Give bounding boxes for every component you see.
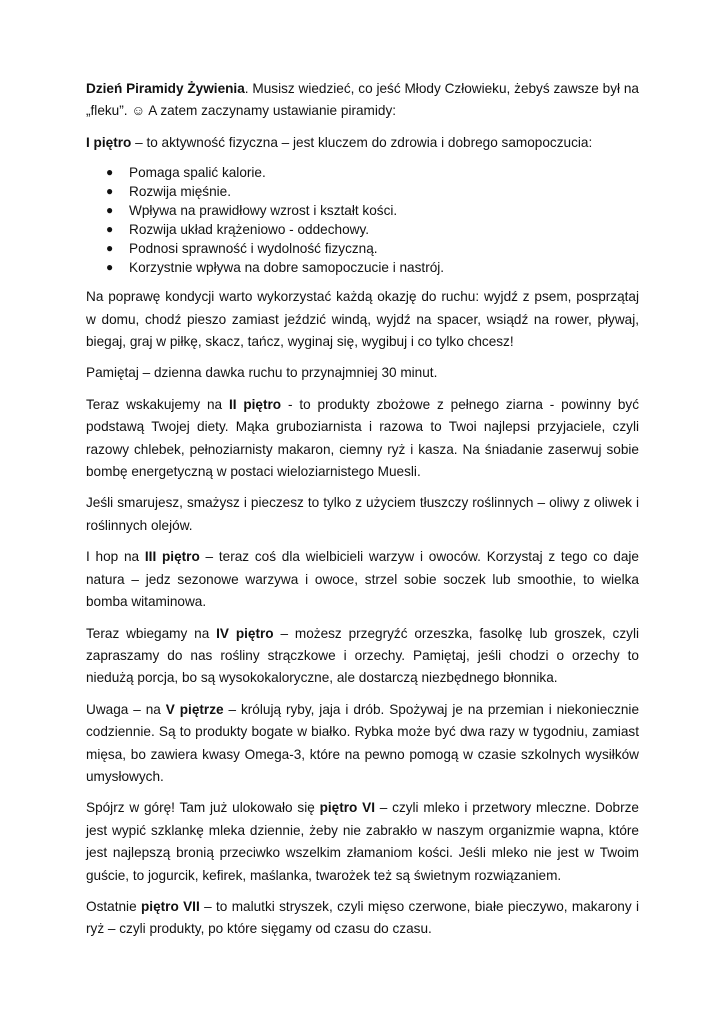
floor4-paragraph xyxy=(86,623,639,690)
floor1-text: – to aktywność fizyczna – jest kluczem do zdrowia i dobrego samopoczucia: xyxy=(131,134,593,150)
floor1-heading xyxy=(86,132,639,154)
floor7-intro: Ostatnie xyxy=(86,898,141,914)
floor2-label: II piętro xyxy=(228,396,282,412)
document-page xyxy=(86,78,639,950)
floor6-paragraph xyxy=(86,797,639,887)
floor4-intro: Teraz wbiegamy na xyxy=(86,625,217,641)
floor2-intro: Teraz wskakujemy na xyxy=(86,396,229,412)
floor3-intro: I hop na xyxy=(86,549,145,565)
floor6-label: piętro VI xyxy=(319,800,375,816)
floor7-text: – to malutki stryszek, czyli mięso czerwone, białe pieczywo, makarony i ryż – czyli produkty, po które sięgamy od czasu do czasu. xyxy=(86,898,639,937)
intro-text: . Musisz wiedzieć, co jeść Młody Człowieku, żebyś zawsze był na „fleku”. ☺ A zatem zaczynamy ustawianie piramidy: xyxy=(86,81,639,119)
list-item-text: Podnosi sprawność i wydolność fizyczną. xyxy=(129,241,378,257)
floor3-label: III piętro xyxy=(144,549,200,565)
floor3-text: – teraz coś dla wielbicieli warzyw i owoców. Korzystaj z tego co daje natura – jedz sezonowe warzywa i owoce, strzel sobie soczek lub smoothie, to wielka bomba witaminowa. xyxy=(86,549,639,610)
list-item-text: Korzystnie wpływa na dobre samopoczucie i nastrój. xyxy=(129,260,445,276)
list-item xyxy=(86,258,639,277)
list-item xyxy=(86,163,639,182)
floor5-label: V piętrze xyxy=(165,701,224,717)
fats-paragraph: Jeśli smarujesz, smażysz i pieczesz to tylko z użyciem tłuszczy roślinnych – oliwy z oliwek i roślinnych olejów. xyxy=(86,495,639,533)
floor2-text: - to produkty zbożowe z pełnego ziarna - powinny być podstawą Twojej diety. Mąka gruboziarnista i razowa to Twoi najlepsi przyjaciele, czyli razowy chlebek, pełnoziarnisty makaron, ciemny ryż i kasza. Na śniadanie zaserwuj sobie bombę energetyczną w postaci wieloziarnistego Muesli. xyxy=(86,396,639,480)
floor1-label: I piętro xyxy=(86,134,132,150)
remember-paragraph: Pamiętaj – dzienna dawka ruchu to przynajmniej 30 minut. xyxy=(86,365,438,381)
list-item xyxy=(86,220,639,239)
list-item-text: Rozwija mięśnie. xyxy=(129,184,231,200)
floor4-label: IV piętro xyxy=(216,625,274,641)
intro-title: Dzień Piramidy Żywienia xyxy=(86,81,245,96)
bullet-icon: ● xyxy=(106,260,114,275)
floor5-text: – królują ryby, jaja i drób. Spożywaj je na przemian i niekoniecznie codziennie. Są to produkty bogate w białko. Rybka może być dwa razy w tygodniu, zamiast mięsa, bo zawiera kwasy Omega-3, które na pewno pomogą w czasie szkolnych wysiłków umysłowych. xyxy=(86,701,640,784)
list-item-text: Wpływa na prawidłowy wzrost i kształt kości. xyxy=(129,203,398,219)
floor4-text: – możesz przegryźć orzeszka, fasolkę lub groszek, czyli zapraszamy do nas rośliny strączkowe i orzechy. Pamiętaj, jeśli chodzi o orzechy to niedużą porcja, bo są wysokokaloryczne, ale dostarczą niezbędnego błonnika. xyxy=(86,625,639,686)
floor6-text: – czyli mleko i przetwory mleczne. Dobrze jest wypić szklankę mleka dziennie, żeby nie zabrakło w naszym organizmie wapna, które jest najlepszą bronią przeciwko wszelkim złamaniom kości. Jeśli mleko nie jest w Twoim guście, to jogurcik, kefirek, maślanka, twarożek też są świetnym rozwiązaniem. xyxy=(86,800,639,883)
list-item xyxy=(86,239,639,258)
floor5-paragraph xyxy=(86,699,639,789)
list-item-text: Rozwija układ krążeniowo - oddechowy. xyxy=(129,222,370,238)
floor7-paragraph xyxy=(86,896,639,941)
bullet-icon: ● xyxy=(106,165,114,180)
list-item xyxy=(86,182,639,201)
list-item xyxy=(86,201,639,220)
intro-paragraph xyxy=(86,78,639,123)
movement-paragraph: Na poprawę kondycji warto wykorzystać każdą okazję do ruchu: wyjdź z psem, posprzątaj w domu, chodź pieszo zamiast jeździć windą, wyjdź na spacer, wsiądź na rower, pływaj, biegaj, graj w piłkę, skacz, tańcz, wyginaj się, wygibuj i co tylko chcesz! xyxy=(86,289,639,350)
list-item-text: Pomaga spalić kalorie. xyxy=(129,165,266,181)
floor3-paragraph xyxy=(86,546,639,613)
bullet-icon: ● xyxy=(106,241,114,256)
floor7-label: piętro VII xyxy=(140,898,200,914)
bullet-icon: ● xyxy=(106,222,114,237)
activity-benefits-list xyxy=(86,163,639,277)
floor2-paragraph xyxy=(86,394,639,484)
bullet-icon: ● xyxy=(106,184,114,199)
floor6-intro: Spójrz w górę! Tam już ulokowało się xyxy=(86,800,320,816)
floor5-intro: Uwaga – na xyxy=(86,701,166,717)
bullet-icon: ● xyxy=(106,203,114,218)
